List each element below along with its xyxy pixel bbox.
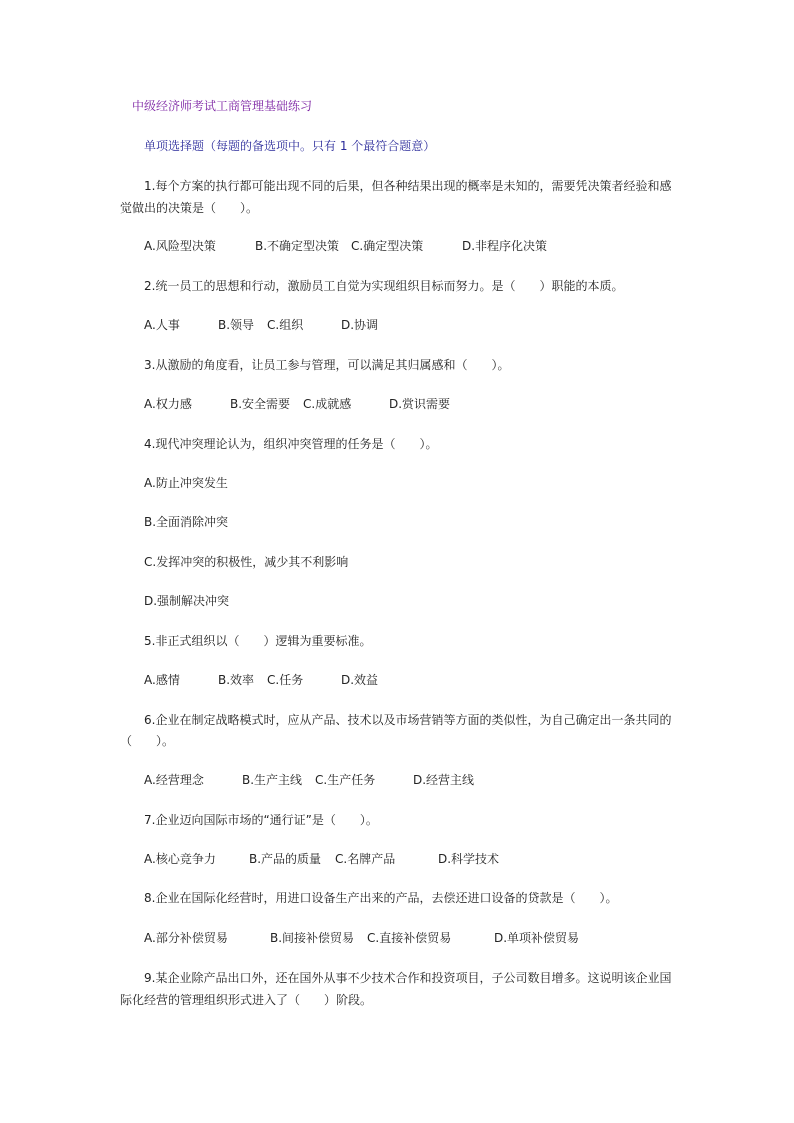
question-6-text-line-1: 6.企业在制定战略模式时，应从产品、技术以及市场营销等方面的类似性，为自己确定出一条共同的 [144,713,672,727]
question-6-text-line-2: （ ）。 [120,734,175,748]
question-9-text-line-1: 9.某企业除产品出口外，还在国外从事不少技术合作和投资项目，子公司数目增多。这说明该企业国 [144,971,672,985]
page-title: 中级经济师考试工商管理基础练习 [132,99,313,113]
question-4-text-line-1: 4.现代冲突理论认为，组织冲突管理的任务是（ ）。 [144,437,438,451]
question-4-option-b: B.全面消除冲突 [144,515,229,529]
question-8-option-b: B.间接补偿贸易 [270,931,355,945]
question-5-option-a: A.感情 [144,673,180,687]
question-7-option-c: C.名牌产品 [335,852,396,866]
question-7-text-line-1: 7.企业迈向国际市场的“通行证”是（ ）。 [144,813,378,827]
question-3-option-a: A.权力感 [144,397,192,411]
question-7-option-d: D.科学技术 [438,852,500,866]
question-5-option-d: D.效益 [341,673,379,687]
question-1-text-line-2: 觉做出的决策是（ ）。 [120,201,259,215]
question-6-option-b: B.生产主线 [242,773,303,787]
question-3-option-d: D.赏识需要 [389,397,451,411]
question-1-text-line-1: 1.每个方案的执行都可能出现不同的后果，但各种结果出现的概率是未知的，需要凭决策者经验和感 [144,179,672,193]
question-1-option-d: D.非程序化决策 [462,239,548,253]
question-9-text-line-2: 际化经营的管理组织形式进入了（ ）阶段。 [120,993,373,1007]
question-8-option-a: A.部分补偿贸易 [144,931,228,945]
question-7-option-a: A.核心竞争力 [144,852,216,866]
question-2-option-a: A.人事 [144,318,180,332]
question-7-option-b: B.产品的质量 [249,852,322,866]
question-1-option-c: C.确定型决策 [351,239,424,253]
question-1-option-b: B.不确定型决策 [255,239,340,253]
question-6-option-d: D.经营主线 [413,773,475,787]
question-5-option-c: C.任务 [267,673,304,687]
section-heading: 单项选择题（每题的备选项中。只有 1 个最符合题意） [144,139,436,153]
question-3-option-b: B.安全需要 [230,397,291,411]
question-2-option-d: D.协调 [341,318,379,332]
question-5-text-line-1: 5.非正式组织以（ ）逻辑为重要标准。 [144,634,372,648]
question-3-option-c: C.成就感 [303,397,352,411]
question-3-text-line-1: 3.从激励的角度看，让员工参与管理，可以满足其归属感和（ ）。 [144,358,510,372]
question-1-option-a: A.风险型决策 [144,239,216,253]
question-2-option-b: B.领导 [218,318,255,332]
question-4-option-d: D.强制解决冲突 [144,594,230,608]
question-2-text-line-1: 2.统一员工的思想和行动，激励员工自觉为实现组织目标而努力。是（ ）职能的本质。 [144,279,624,293]
question-6-option-a: A.经营理念 [144,773,204,787]
question-8-option-d: D.单项补偿贸易 [494,931,580,945]
question-8-option-c: C.直接补偿贸易 [367,931,452,945]
question-6-option-c: C.生产任务 [315,773,376,787]
question-4-option-a: A.防止冲突发生 [144,476,228,490]
question-4-option-c: C.发挥冲突的积极性，减少其不利影响 [144,555,349,569]
question-5-option-b: B.效率 [218,673,255,687]
question-2-option-c: C.组织 [267,318,304,332]
question-8-text-line-1: 8.企业在国际化经营时，用进口设备生产出来的产品，去偿还进口设备的贷款是（ ）。 [144,891,618,905]
